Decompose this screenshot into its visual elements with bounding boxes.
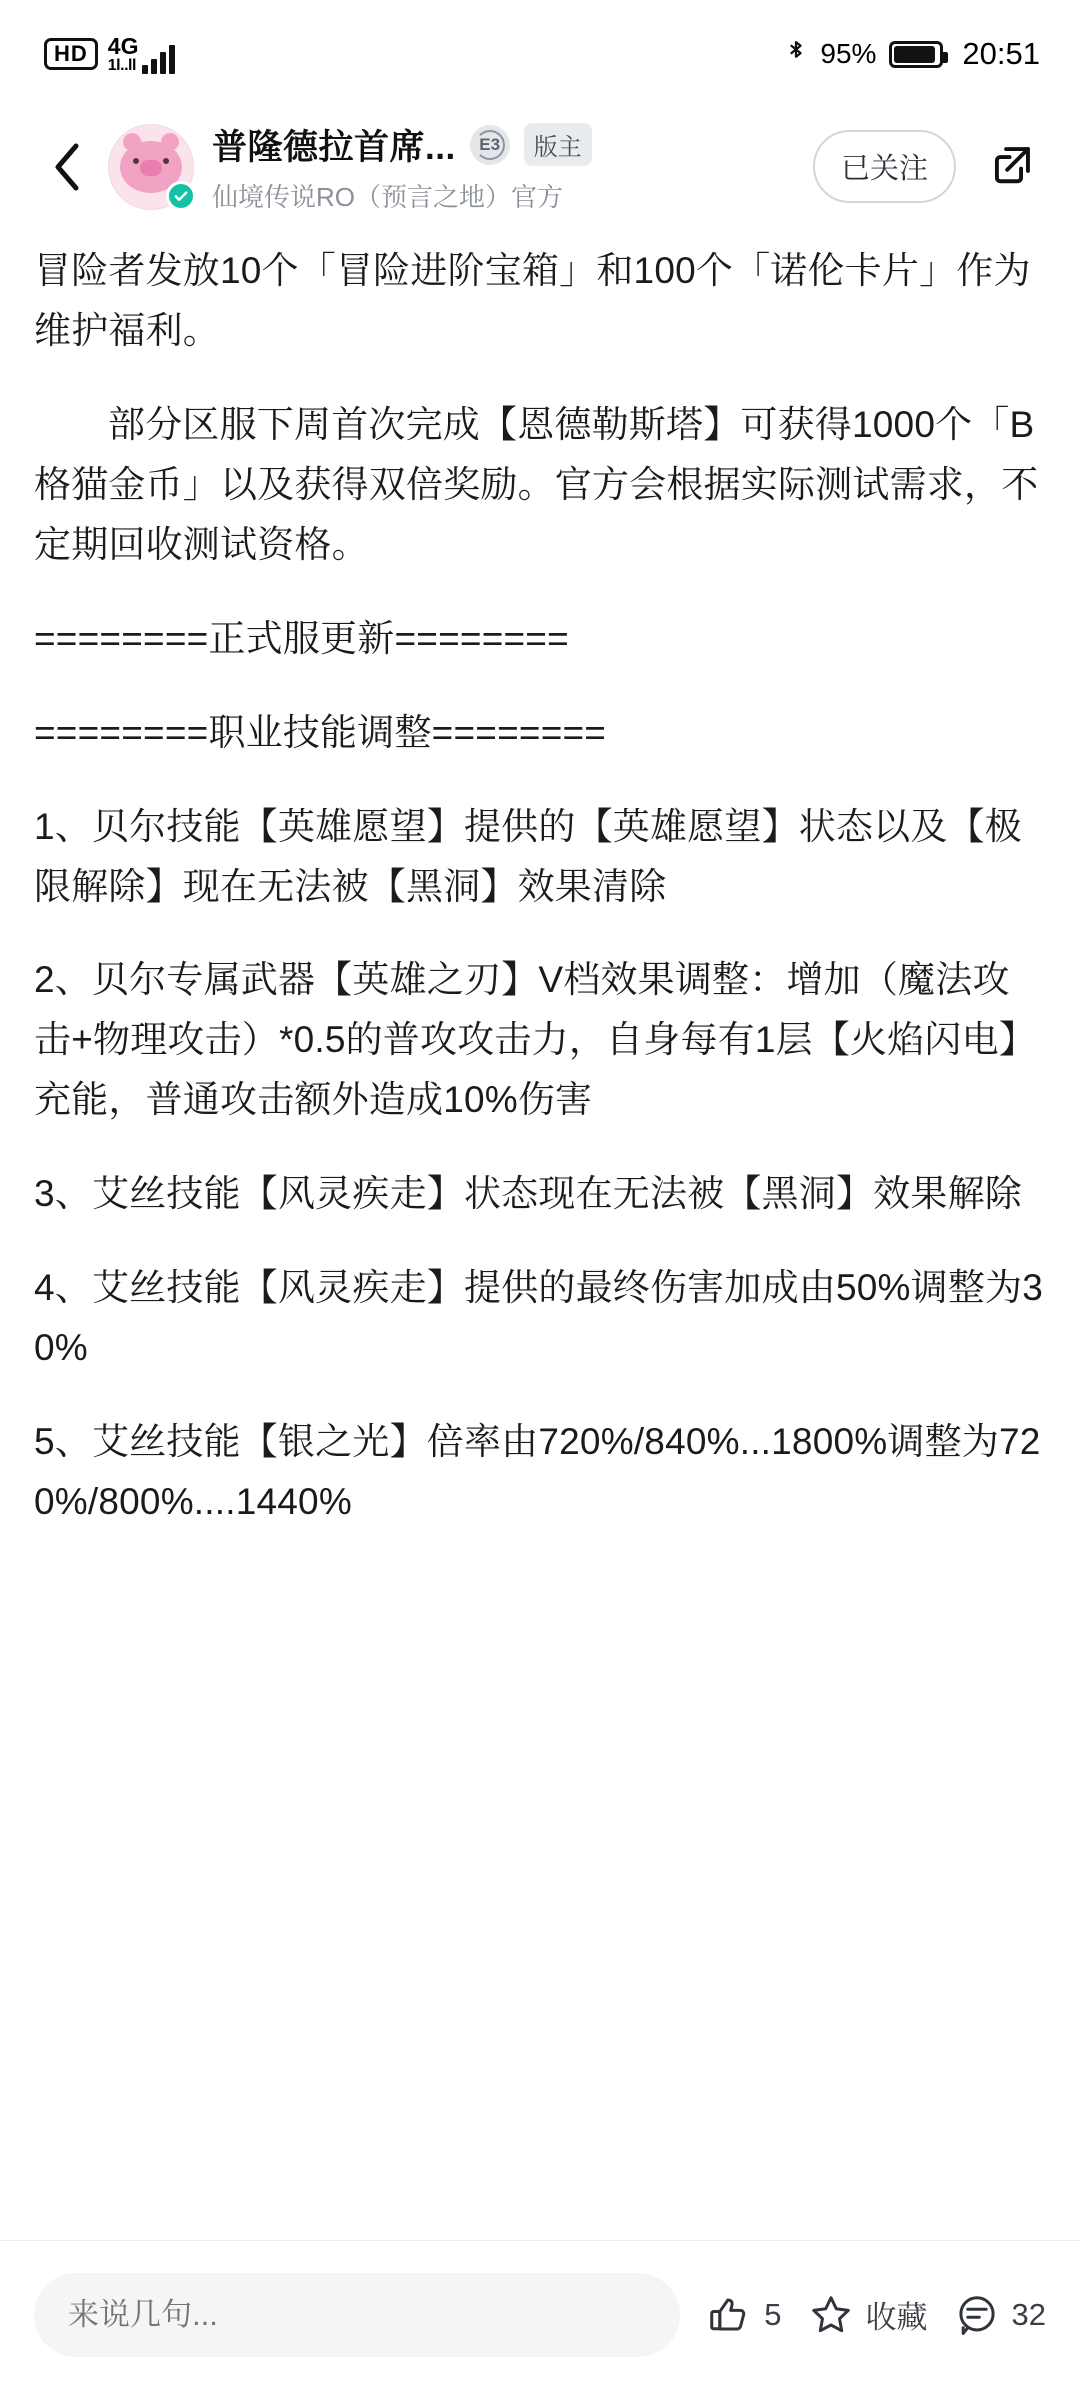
- status-badge: 版主: [524, 123, 592, 166]
- bluetooth-icon: [785, 38, 807, 70]
- status-bar-left: [44, 32, 175, 74]
- network-type-label: 4G: [107, 32, 139, 59]
- e3-badge-icon: E3: [470, 125, 510, 165]
- battery-percent-label: 95%: [820, 38, 877, 69]
- status-bar: [0, 0, 1080, 108]
- back-button[interactable]: [44, 139, 90, 195]
- favorite-button[interactable]: [808, 2292, 928, 2338]
- page-header: [0, 108, 1080, 225]
- account-info[interactable]: [212, 120, 795, 214]
- comment-bubble-icon: [954, 2292, 1000, 2338]
- account-subtitle: 仙境传说RO（预言之地）官方: [212, 181, 564, 212]
- article-paragraph: 冒险者发放10个「冒险进阶宝箱」和100个「诺伦卡片」作为维护福利。: [34, 250, 1031, 351]
- network-text: [107, 32, 139, 74]
- account-title-row: [212, 120, 795, 170]
- hd-icon: HD: [44, 38, 98, 69]
- like-button[interactable]: [706, 2292, 781, 2338]
- article-content: [0, 225, 1080, 2240]
- like-count: 5: [764, 2296, 782, 2332]
- favorite-label: 收藏: [865, 2300, 928, 2335]
- article-paragraph: 4、艾丝技能【风灵疾走】提供的最终伤害加成由50%调整为30%: [34, 1267, 1044, 1369]
- signal-bars-icon: [142, 44, 175, 74]
- battery-icon: [889, 41, 943, 68]
- status-bar-right: [785, 36, 1040, 72]
- share-button[interactable]: [980, 134, 1046, 200]
- star-icon: [808, 2292, 854, 2338]
- share-icon: [990, 141, 1036, 192]
- network-sub-label: 1l..ll: [107, 56, 136, 74]
- article-paragraph: 部分区服下周首次完成【恩德勒斯塔】可获得1000个「B格猫金币」以及获得双倍奖励。官方会根据实际测试需求，不定期回收测试资格。: [34, 403, 1039, 565]
- network-indicator: [107, 32, 176, 74]
- article-paragraph: ========职业技能调整========: [34, 711, 607, 753]
- follow-button[interactable]: 已关注: [813, 130, 956, 203]
- article-paragraph: 3、艾丝技能【风灵疾走】状态现在无法被【黑洞】效果解除: [34, 1173, 1022, 1215]
- article-paragraph: 2、贝尔专属武器【英雄之刃】V档效果调整：增加（魔法攻击+物理攻击）*0.5的普攻攻击力，自身每有1层【火焰闪电】充能，普通攻击额外造成10%伤害: [34, 959, 1037, 1121]
- back-chevron-icon: [52, 142, 82, 192]
- comment-input[interactable]: [34, 2273, 680, 2357]
- verified-check-icon: [166, 181, 196, 211]
- comment-count: 32: [1011, 2296, 1046, 2332]
- article-paragraph: 5、艾丝技能【银之光】倍率由720%/840%...1800%调整为720%/800%....1440%: [34, 1421, 1041, 1522]
- page-title: 普隆德拉首席...: [212, 127, 456, 167]
- clock-label: 20:51: [962, 36, 1040, 71]
- comment-button[interactable]: [954, 2292, 1046, 2338]
- avatar[interactable]: [108, 124, 194, 210]
- article-paragraph: ========正式服更新========: [34, 617, 569, 659]
- article-paragraph: 1、贝尔技能【英雄愿望】提供的【英雄愿望】状态以及【极限解除】现在无法被【黑洞】效果清除: [34, 805, 1022, 907]
- thumbs-up-icon: [706, 2292, 752, 2338]
